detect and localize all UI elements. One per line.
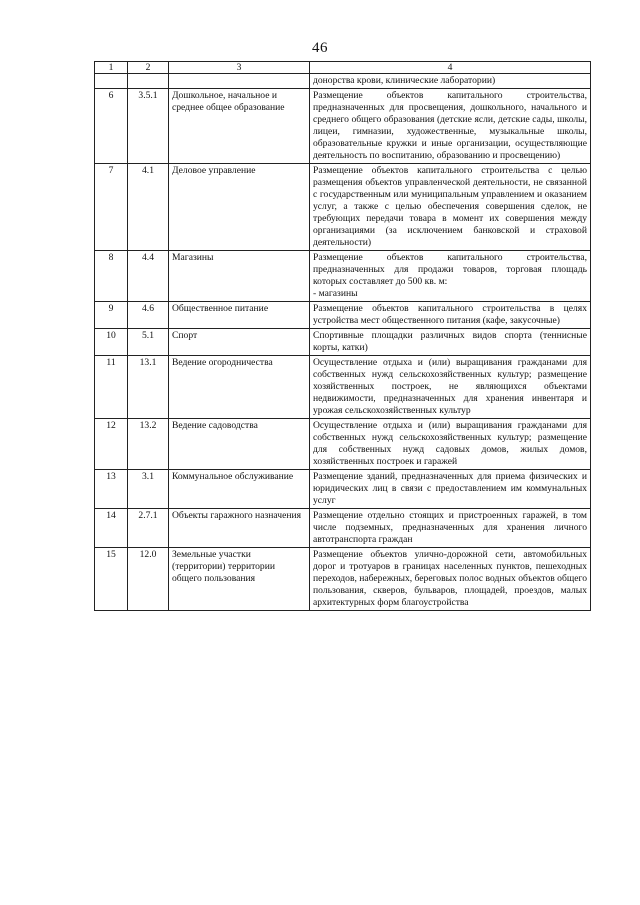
row-number: 9 <box>95 302 128 329</box>
row-description: Размещение объектов улично-дорожной сети, автомобильных дорог и тротуаров в границах населенных пунктов, пешеходных переходов, набережных, береговых полос водных объектов общего пользования, скверов, бульваров, площадей, проездов, малых архитектурных форм благоустройства <box>310 548 591 611</box>
row-number: 11 <box>95 356 128 419</box>
row-code: 2.7.1 <box>128 509 169 548</box>
row-name: Ведение огородничества <box>169 356 310 419</box>
row-number <box>95 74 128 89</box>
row-number: 8 <box>95 251 128 302</box>
page-number: 46 <box>312 40 328 56</box>
row-code: 13.1 <box>128 356 169 419</box>
row-description-extra: - магазины <box>313 288 358 299</box>
row-description: Размещение объектов капитального строительства, предназначенных для просвещения, дошкольного, начального и среднего общего образования (детские ясли, детские сады, школы, лицеи, гимназии, художественные, музыкальные школы, образовательные кружки и иные организации, осуществляющие деятельность по воспитанию, образованию и просвещению) <box>310 89 591 164</box>
row-code: 4.1 <box>128 164 169 251</box>
row-name: Ведение садоводства <box>169 419 310 470</box>
row-name: Спорт <box>169 329 310 356</box>
table-row <box>95 329 591 356</box>
row-name: Дошкольное, начальное и среднее общее образование <box>169 89 310 164</box>
row-code <box>128 74 169 89</box>
row-description: Размещение отдельно стоящих и пристроенных гаражей, в том числе подземных, предназначенных для хранения личного автотранспорта граждан <box>310 509 591 548</box>
row-number: 14 <box>95 509 128 548</box>
row-description: Спортивные площадки различных видов спорта (теннисные корты, катки) <box>310 329 591 356</box>
row-description: Размещение зданий, предназначенных для приема физических и юридических лиц в связи с предоставлением им коммунальных услуг <box>310 470 591 509</box>
land-use-table <box>94 61 591 611</box>
row-number: 7 <box>95 164 128 251</box>
row-name: Общественное питание <box>169 302 310 329</box>
row-description: донорства крови, клинические лаборатории) <box>310 74 591 89</box>
table-row <box>95 164 591 251</box>
table-row <box>95 419 591 470</box>
row-description-text: Размещение объектов капитального строительства, предназначенных для продажи товаров, торговая площадь которых составляет до 500 кв. м: <box>313 252 587 287</box>
row-name <box>169 74 310 89</box>
table-row <box>95 74 591 89</box>
table-row <box>95 251 591 302</box>
table-row <box>95 470 591 509</box>
row-code: 13.2 <box>128 419 169 470</box>
table-row <box>95 548 591 611</box>
table-row <box>95 509 591 548</box>
table-row <box>95 302 591 329</box>
row-number: 12 <box>95 419 128 470</box>
header-cell-num: 1 <box>95 62 128 74</box>
row-description: Осуществление отдыха и (или) выращивания гражданами для собственных нужд сельскохозяйственных культур; размещение хозяйственных построек, не являющихся объектами недвижимости, предназначенных для хранения инвентаря и урожая сельскохозяйственных культур <box>310 356 591 419</box>
row-code: 4.6 <box>128 302 169 329</box>
row-number: 6 <box>95 89 128 164</box>
row-number: 10 <box>95 329 128 356</box>
row-name: Деловое управление <box>169 164 310 251</box>
header-cell-desc: 4 <box>310 62 591 74</box>
row-code: 3.5.1 <box>128 89 169 164</box>
header-cell-code: 2 <box>128 62 169 74</box>
row-code: 12.0 <box>128 548 169 611</box>
row-description <box>310 251 591 302</box>
table-row <box>95 356 591 419</box>
row-code: 4.4 <box>128 251 169 302</box>
row-description: Осуществление отдыха и (или) выращивания гражданами для собственных нужд сельскохозяйственных культур; размещение для собственных нужд садовых домов, жилых домов, хозяйственных построек и гаражей <box>310 419 591 470</box>
row-name: Объекты гаражного назначения <box>169 509 310 548</box>
row-name: Магазины <box>169 251 310 302</box>
row-name: Земельные участки (территории) территории общего пользования <box>169 548 310 611</box>
row-number: 15 <box>95 548 128 611</box>
row-code: 3.1 <box>128 470 169 509</box>
header-cell-name: 3 <box>169 62 310 74</box>
row-description: Размещение объектов капитального строительства с целью размещения объектов управленческой деятельности, не связанной с государственным или муниципальным управлением и оказанием услуг, а также с целью обеспечения совершения сделок, не требующих передачи товара в момент их совершения между организациями (за исключением банковской и страховой деятельности) <box>310 164 591 251</box>
row-number: 13 <box>95 470 128 509</box>
row-code: 5.1 <box>128 329 169 356</box>
row-name: Коммунальное обслуживание <box>169 470 310 509</box>
table-row <box>95 89 591 164</box>
table-header-row <box>95 62 591 74</box>
row-description: Размещение объектов капитального строительства в целях устройства мест общественного питания (кафе, закусочные) <box>310 302 591 329</box>
